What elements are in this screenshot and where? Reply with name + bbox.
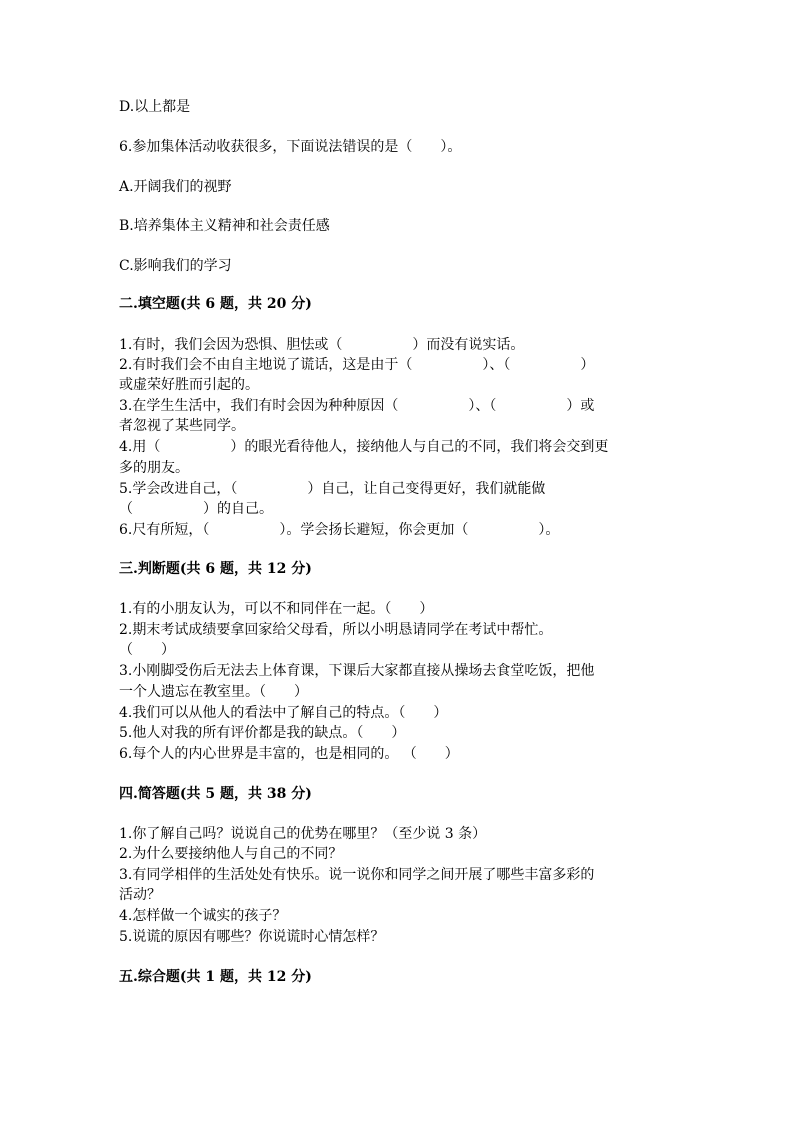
short-q2: 2.为什么要接纳他人与自己的不同？ (119, 846, 343, 862)
judge-q4: 4.我们可以从他人的看法中了解自己的特点。（ ） (119, 705, 448, 721)
judge-q6: 6.每个人的内心世界是丰富的，也是相同的。 （ ） (119, 746, 459, 762)
fill-q5-line1: 5.学会改进自己，（ ）自己，让自己变得更好，我们就能做 (119, 481, 546, 497)
option-d: D.以上都是 (119, 99, 191, 115)
fill-q2-line2: 或虚荣好胜而引起的。 (119, 377, 259, 393)
section-heading-short-answer: 四.简答题(共 5 题，共 38 分) (119, 786, 312, 802)
judge-q1: 1.有的小朋友认为，可以不和同伴在一起。（ ） (119, 601, 434, 617)
judge-q3-line2: 一个人遗忘在教室里。（ ） (119, 684, 308, 700)
fill-q4-line2: 多的朋友。 (119, 460, 189, 476)
option-a: A.开阔我们的视野 (119, 179, 232, 195)
short-q4: 4.怎样做一个诚实的孩子？ (119, 908, 287, 924)
short-q3-line2: 活动？ (119, 887, 161, 903)
short-q3-line1: 3.有同学相伴的生活处处有快乐。说一说你和同学之间开展了哪些丰富多彩的 (119, 867, 595, 883)
fill-q6: 6.尺有所短，（ ）。学会扬长避短，你会更加（ ）。 (119, 522, 560, 538)
option-b: B.培养集体主义精神和社会责任感 (119, 218, 330, 234)
fill-q2-line1: 2.有时我们会不由自主地说了谎话，这是由于（ ）、（ ） (119, 357, 595, 373)
judge-q3-line1: 3.小刚脚受伤后无法去上体育课，下课后大家都直接从操场去食堂吃饭，把他 (119, 663, 595, 679)
option-c: C.影响我们的学习 (119, 258, 232, 274)
fill-q1: 1.有时，我们会因为恐惧、胆怯或（ ）而没有说实话。 (119, 337, 525, 353)
short-q1: 1.你了解自己吗？说说自己的优势在哪里？（至少说 3 条） (119, 826, 487, 842)
short-q5: 5.说谎的原因有哪些？你说谎时心情怎样？ (119, 929, 385, 945)
fill-q5-line2: （ ）的自己。 (119, 501, 273, 517)
fill-q3-line2: 者忽视了某些同学。 (119, 418, 245, 434)
section-heading-comprehensive: 五.综合题(共 1 题，共 12 分) (119, 969, 312, 985)
section-heading-true-false: 三.判断题(共 6 题，共 12 分) (119, 561, 312, 577)
fill-q3-line1: 3.在学生生活中，我们有时会因为种种原因（ ）、（ ）或 (119, 398, 595, 414)
section-heading-fill-blank: 二.填空题(共 6 题，共 20 分) (119, 296, 312, 312)
judge-q2-line2: （ ） (119, 642, 175, 658)
question-6: 6.参加集体活动收获很多，下面说法错误的是（ ）。 (119, 139, 462, 155)
fill-q4-line1: 4.用（ ）的眼光看待他人，接纳他人与自己的不同，我们将会交到更 (119, 439, 609, 455)
judge-q5: 5.他人对我的所有评价都是我的缺点。（ ） (119, 725, 406, 741)
judge-q2-line1: 2.期末考试成绩要拿回家给父母看，所以小明恳请同学在考试中帮忙。 (119, 622, 553, 638)
